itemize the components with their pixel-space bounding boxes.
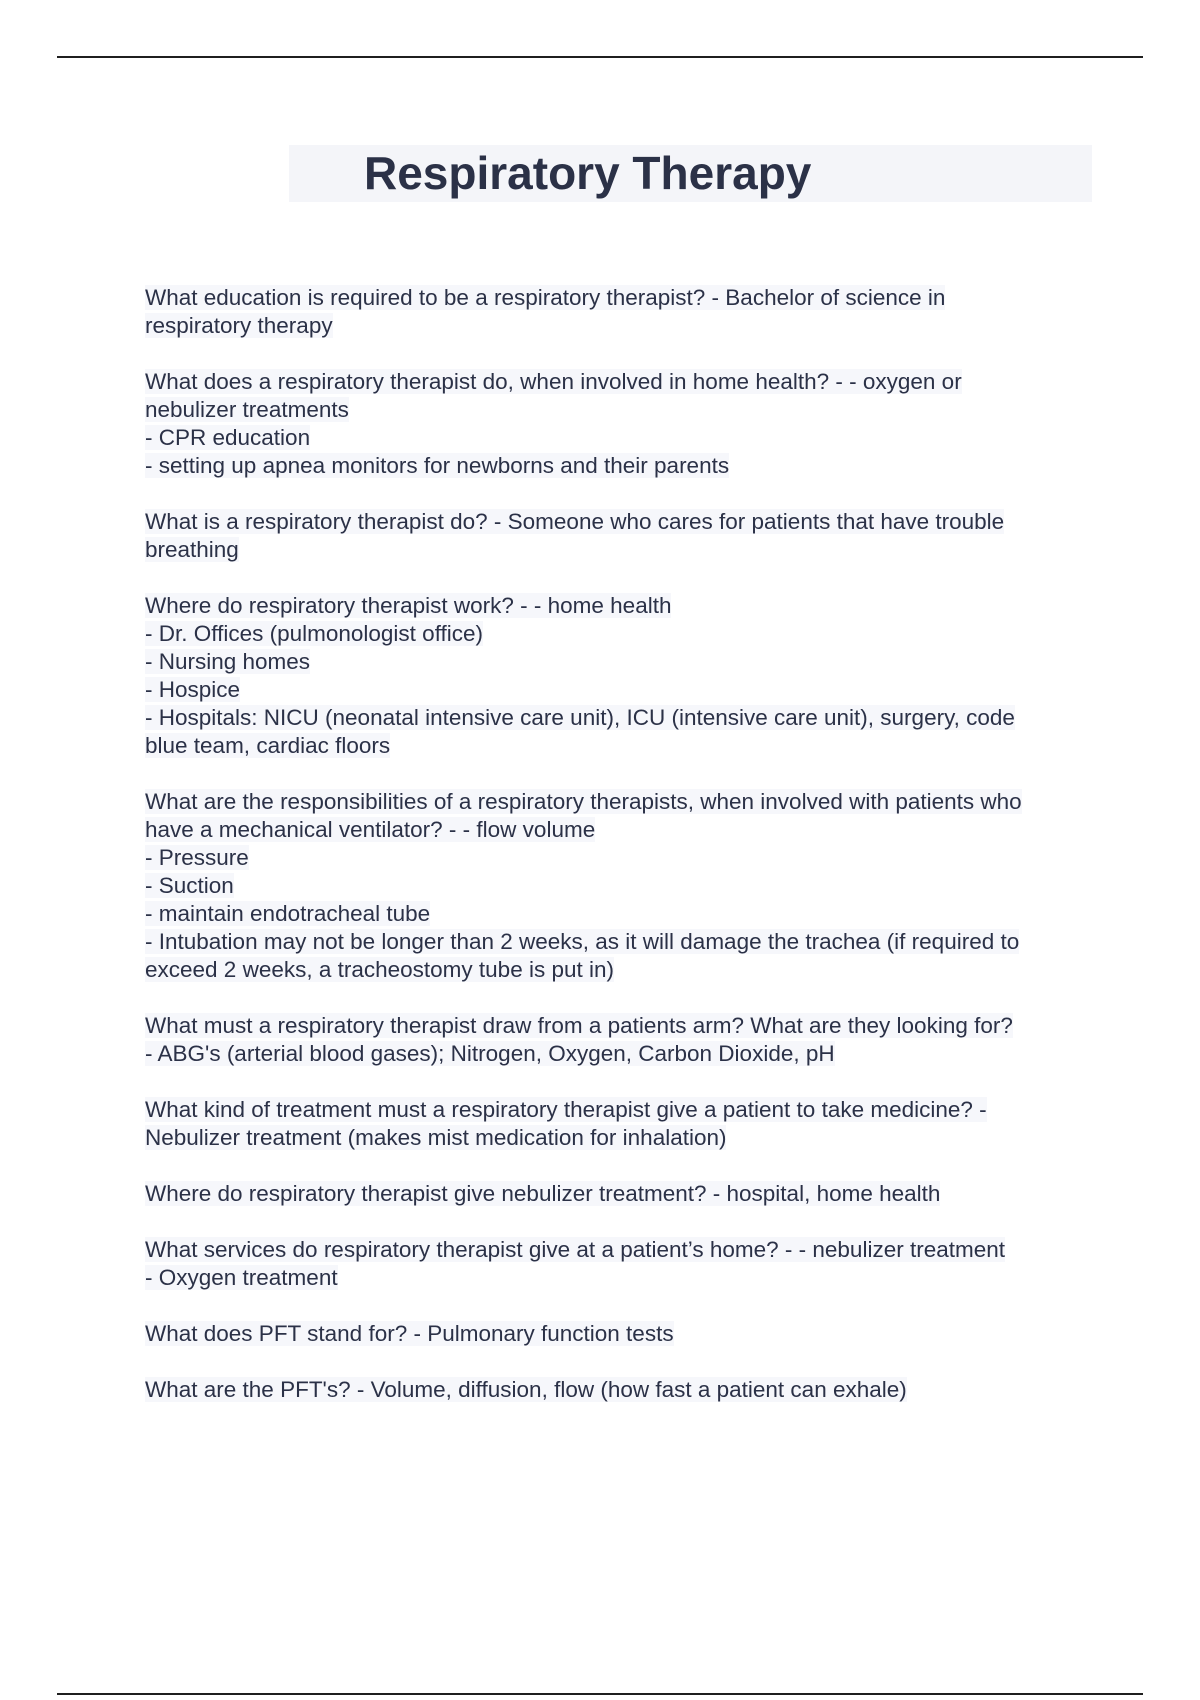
- qa-line: What education is required to be a respiratory therapist? - Bachelor of science in: [145, 285, 946, 310]
- qa-item: [145, 1180, 1093, 1208]
- qa-list: [145, 284, 1093, 1432]
- qa-item: [145, 1012, 1093, 1068]
- qa-item: [145, 1236, 1093, 1292]
- qa-line: Nebulizer treatment (makes mist medication for inhalation): [145, 1125, 727, 1150]
- top-rule: [57, 56, 1143, 58]
- bottom-rule: [57, 1693, 1143, 1695]
- qa-item: [145, 368, 1093, 480]
- qa-line: exceed 2 weeks, a tracheostomy tube is put in): [145, 957, 614, 982]
- qa-line: - Intubation may not be longer than 2 weeks, as it will damage the trachea (if required to: [145, 929, 1020, 954]
- document-title: Respiratory Therapy: [364, 147, 812, 199]
- qa-item: [145, 508, 1093, 564]
- qa-line: - Hospitals: NICU (neonatal intensive care unit), ICU (intensive care unit), surgery, code: [145, 705, 1015, 730]
- qa-line: have a mechanical ventilator? - - flow volume: [145, 817, 596, 842]
- qa-line: nebulizer treatments: [145, 397, 349, 422]
- qa-line: - Oxygen treatment: [145, 1265, 338, 1290]
- qa-line: What does PFT stand for? - Pulmonary function tests: [145, 1321, 674, 1346]
- qa-item: [145, 592, 1093, 760]
- qa-item: [145, 1376, 1093, 1404]
- qa-line: - setting up apnea monitors for newborns and their parents: [145, 453, 730, 478]
- qa-line: - Dr. Offices (pulmonologist office): [145, 621, 484, 646]
- qa-line: Where do respiratory therapist give nebulizer treatment? - hospital, home health: [145, 1181, 941, 1206]
- qa-line: What services do respiratory therapist give at a patient’s home? - - nebulizer treatment: [145, 1237, 1005, 1262]
- qa-item: [145, 284, 1093, 340]
- qa-line: - Pressure: [145, 845, 249, 870]
- qa-line: - CPR education: [145, 425, 311, 450]
- qa-item: [145, 788, 1093, 984]
- qa-line: What are the responsibilities of a respiratory therapists, when involved with patients who: [145, 789, 1022, 814]
- qa-item: [145, 1320, 1093, 1348]
- qa-line: What are the PFT's? - Volume, diffusion, flow (how fast a patient can exhale): [145, 1377, 907, 1402]
- qa-line: - ABG's (arterial blood gases); Nitrogen, Oxygen, Carbon Dioxide, pH: [145, 1041, 835, 1066]
- qa-line: What kind of treatment must a respiratory therapist give a patient to take medicine? -: [145, 1097, 987, 1122]
- qa-line: blue team, cardiac floors: [145, 733, 391, 758]
- qa-item: [145, 1096, 1093, 1152]
- qa-line: Where do respiratory therapist work? - - home health: [145, 593, 672, 618]
- qa-line: - Suction: [145, 873, 234, 898]
- qa-line: - Hospice: [145, 677, 241, 702]
- qa-line: What does a respiratory therapist do, when involved in home health? - - oxygen or: [145, 369, 962, 394]
- qa-line: What is a respiratory therapist do? - Someone who cares for patients that have trouble: [145, 509, 1005, 534]
- qa-line: - maintain endotracheal tube: [145, 901, 431, 926]
- qa-line: breathing: [145, 537, 239, 562]
- qa-line: - Nursing homes: [145, 649, 311, 674]
- qa-line: respiratory therapy: [145, 313, 333, 338]
- qa-line: What must a respiratory therapist draw from a patients arm? What are they looking for?: [145, 1013, 1013, 1038]
